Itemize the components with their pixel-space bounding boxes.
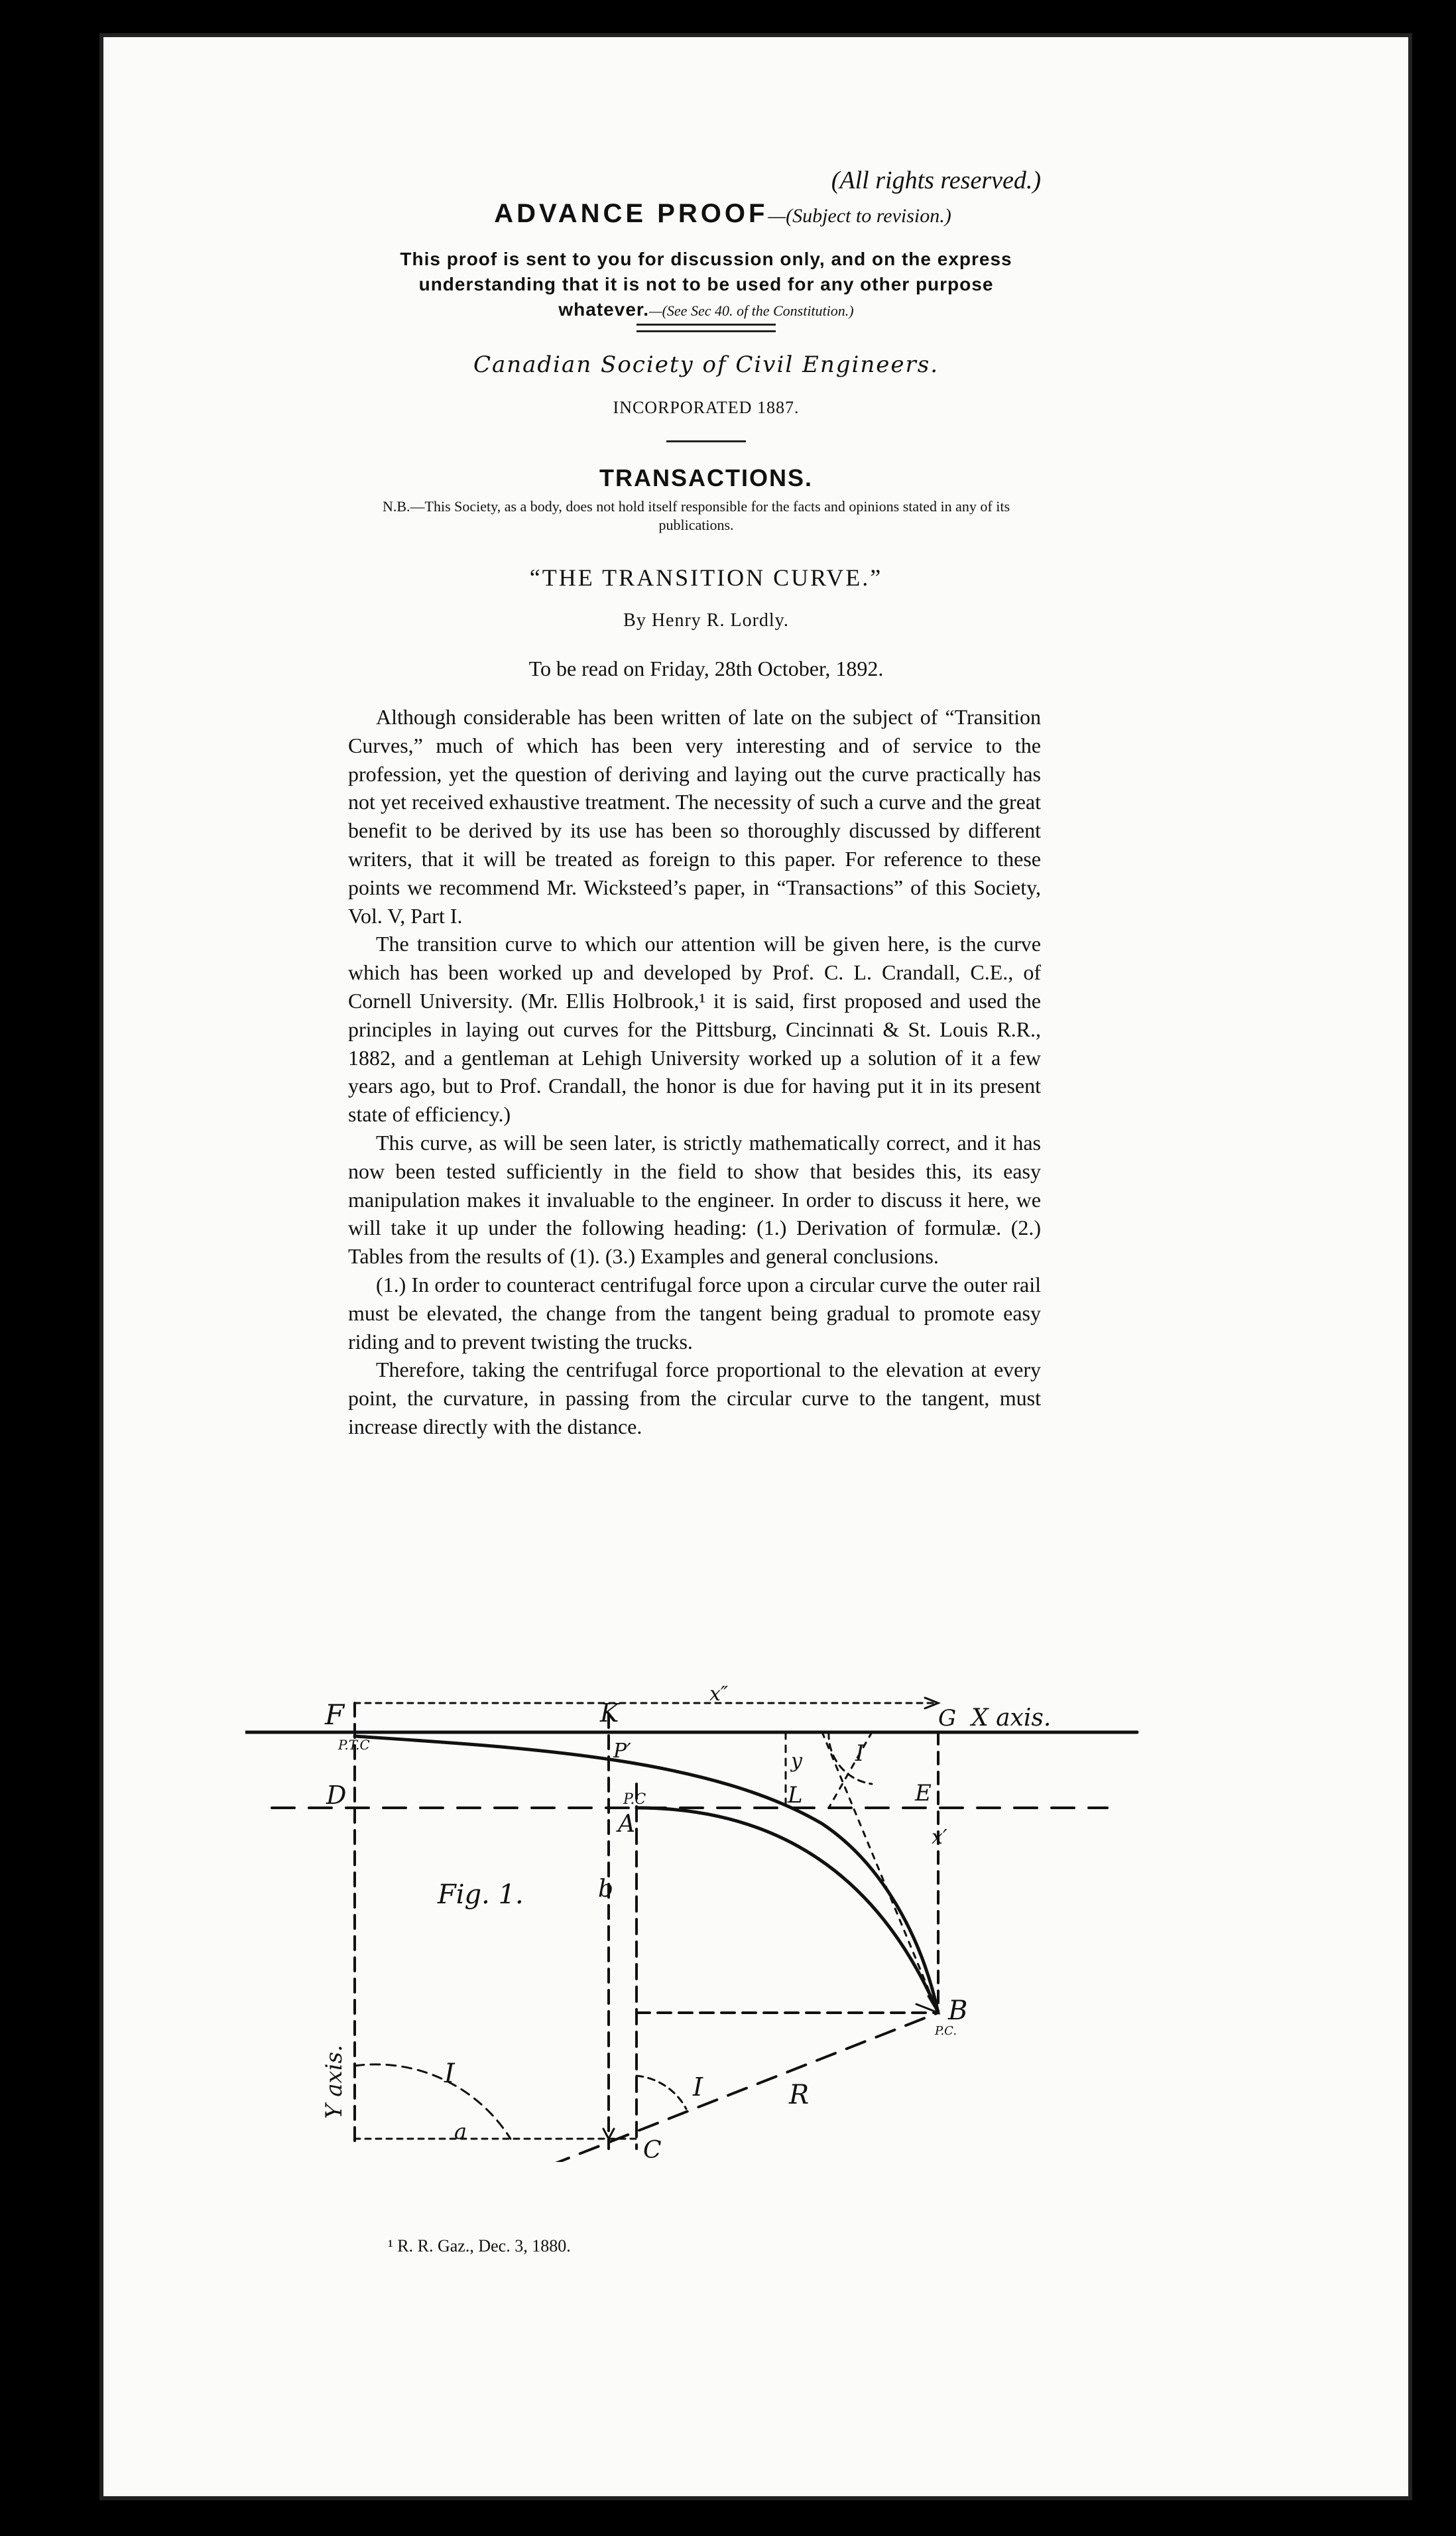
transition-curve bbox=[355, 1736, 938, 2013]
rights-reserved-note: (All rights reserved.) bbox=[831, 166, 1041, 194]
label-d: D bbox=[326, 1781, 347, 1810]
label-x2: x″ bbox=[709, 1684, 729, 1706]
figure-caption: Fig. 1. bbox=[438, 1879, 524, 1910]
angle-arc-top bbox=[829, 1732, 872, 1784]
circular-curve bbox=[637, 1808, 938, 2013]
label-i-left: I bbox=[444, 2059, 455, 2089]
paper-title: “THE TRANSITION CURVE.” bbox=[529, 564, 883, 591]
label-x-axis: X axis. bbox=[971, 1704, 1052, 1732]
angle-line-2 bbox=[829, 1732, 872, 1808]
incorporated-line: INCORPORATED 1887. bbox=[613, 398, 800, 417]
label-pc-bottom: P.C. bbox=[935, 2024, 957, 2038]
angle-arc-mid bbox=[637, 2076, 686, 2109]
label-ptc: P.T.C bbox=[338, 1737, 370, 1753]
figure-1-diagram bbox=[245, 1684, 1140, 2162]
reading-date: To be read on Friday, 28th October, 1892. bbox=[528, 657, 884, 680]
transactions-heading: TRANSACTIONS. bbox=[599, 464, 813, 491]
label-p-prime: P′ bbox=[613, 1740, 631, 1763]
angle-arc-left bbox=[355, 2064, 511, 2139]
proof-notice-text: This proof is sent to you for discussion only, and on the express understanding that it is not to be used for any other purpose whatever. bbox=[400, 249, 1012, 320]
label-k: K bbox=[600, 1698, 619, 1728]
label-c: C bbox=[643, 2137, 662, 2162]
short-rule bbox=[666, 440, 746, 442]
label-x1: x′ bbox=[932, 1826, 947, 1849]
label-l: L bbox=[788, 1782, 803, 1808]
proof-notice bbox=[371, 247, 1041, 324]
body-paragraph: Although considerable has been written of late on the subject of “Transition Curves,” much of which has been very interesting and of service to the profession, yet the question of deriving and laying out the curve practically has not yet received exhaustive treatment. The necessity of such a curve and the great benefit to be derived by its use has been so thoroughly discussed by different writers, that it will be treated as foreign to this paper. For reference to these points we recommend Mr. Wicksteed’s paper, in “Transactions” of this Society, Vol. V, Part I. bbox=[348, 705, 1041, 928]
double-rule-bottom bbox=[637, 330, 776, 332]
body-paragraph: (1.) In order to counteract centrifugal force upon a circular curve the outer rail must be elevated, the change from the tangent being gradual to promote easy riding and to prevent twisting the trucks. bbox=[348, 1272, 1041, 1354]
advance-proof-label: ADVANCE PROOF bbox=[494, 199, 768, 228]
label-i-top: I bbox=[855, 1740, 865, 1767]
double-rule-top bbox=[637, 324, 776, 326]
body-text bbox=[348, 703, 1041, 1441]
paper-author: By Henry R. Lordly. bbox=[623, 610, 789, 631]
label-g: G bbox=[938, 1705, 957, 1732]
label-b: b bbox=[598, 1875, 614, 1903]
label-r: R bbox=[789, 2080, 810, 2110]
label-i-mid: I bbox=[693, 2072, 703, 2102]
label-e: E bbox=[915, 1780, 932, 1807]
disclaimer-note: N.B.—This Society, as a body, does not hold itself responsible for the facts and opinions stated in any of its publications. bbox=[382, 498, 1010, 533]
label-point-b: B bbox=[948, 1996, 968, 2026]
footnote: ¹ R. R. Gaz., Dec. 3, 1880. bbox=[388, 2236, 571, 2255]
label-f: F bbox=[325, 1698, 345, 1731]
label-y: y bbox=[791, 1749, 802, 1773]
label-a: A bbox=[618, 1810, 635, 1838]
society-name: Canadian Society of Civil Engineers. bbox=[473, 351, 940, 378]
advance-proof-heading bbox=[358, 199, 1087, 229]
body-paragraph: Therefore, taking the centrifugal force proportional to the elevation at every point, the curvature, in passing from the circular curve to the tangent, must increase directly with the distance. bbox=[348, 1358, 1041, 1438]
label-pc-top: P.C bbox=[623, 1791, 646, 1808]
constitution-reference: —(See Sec 40. of the Constitution.) bbox=[649, 302, 854, 319]
body-paragraph: This curve, as will be seen later, is strictly mathematically correct, and it has now been tested sufficiently in the field to show that besides this, its easy manipulation makes it invaluable to the engineer. In order to discuss it here, we will take it up under the following heading: (1.) Derivation of formulæ. (2.) Tables from the results of (1). (3.) Examples and general conclusions. bbox=[348, 1130, 1041, 1269]
body-paragraph: The transition curve to which our attention will be given here, is the curve which has been worked up and developed by Prof. C. L. Crandall, C.E., of Cornell University. (Mr. Ellis Holbrook,¹ it is said, first proposed and used the principles in laying out curves for the Pittsburg, Cincinnati & St. Louis R.R., 1882, and a gentleman at Lehigh University worked up a solution of it a few years ago, but to Prof. Crandall, the honor is due for having put it in its present state of efficiency.) bbox=[348, 932, 1041, 1127]
advance-proof-subtitle: —(Subject to revision.) bbox=[768, 205, 951, 227]
label-y-axis: Y axis. bbox=[321, 2045, 347, 2119]
label-a-dim: a bbox=[454, 2119, 467, 2144]
